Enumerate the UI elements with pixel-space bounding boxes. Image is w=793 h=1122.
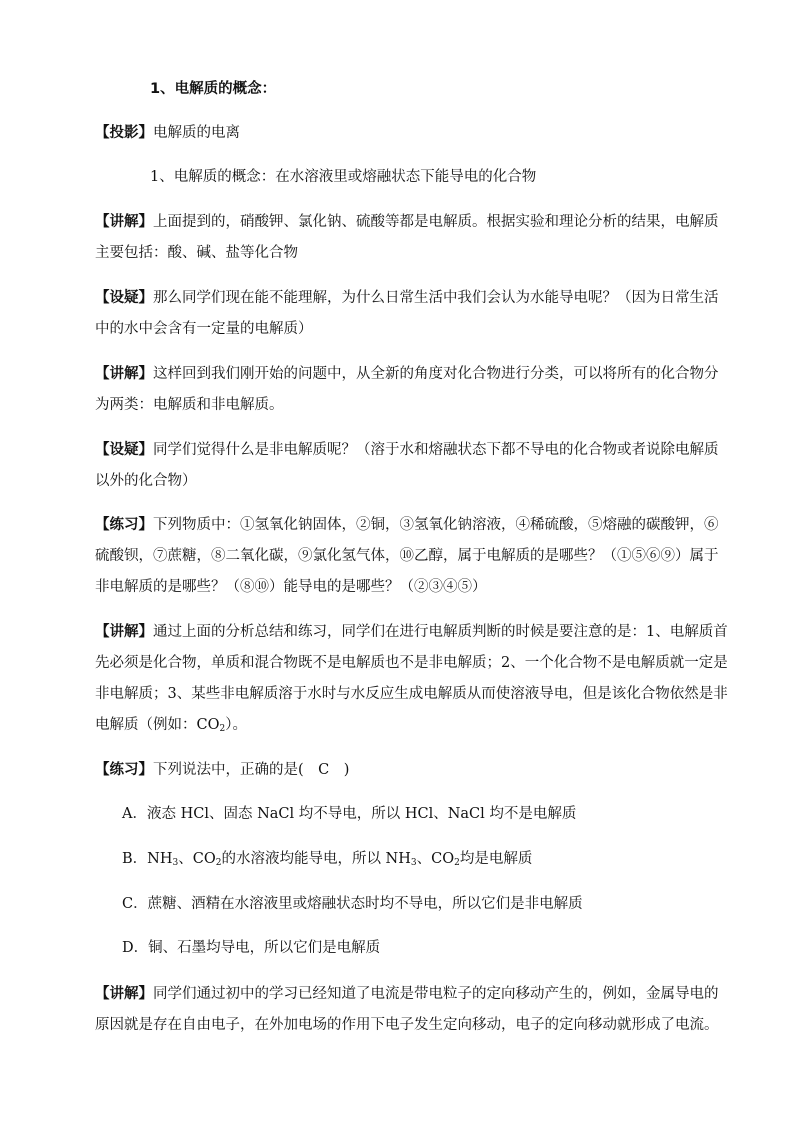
option-a: A．液态 HCl、固态 NaCl 均不导电，所以 HCl、NaCl 均不是电解质 <box>122 806 577 822</box>
explain-paragraph-3-line-3: 非电解质；3、某些非电解质溶于水时与水反应生成电解质从而使溶液导电，但是该化合物依然是非 <box>95 686 728 702</box>
subscript: 2 <box>219 724 226 734</box>
explain-paragraph-2-line-1 <box>95 364 719 384</box>
projection-paragraph <box>95 123 705 143</box>
explain-tag: 【讲解】 <box>95 986 153 1002</box>
explain-text: 这样回到我们刚开始的问题中，从全新的角度对化合物进行分类，可以将所有的化合物分 <box>153 366 719 382</box>
option-b-text: 的水溶液均能导电，所以 NH <box>221 851 411 867</box>
question-tag: 【设疑】 <box>95 290 153 306</box>
explain-tag: 【讲解】 <box>95 366 153 382</box>
exercise-tag: 【练习】 <box>95 517 153 533</box>
explain-text: ）。 <box>225 717 247 733</box>
question-paragraph-1-line-1 <box>95 288 719 308</box>
definition-line: 1、电解质的概念：在水溶液里或熔融状态下能导电的化合物 <box>150 169 537 185</box>
question-tag: 【设疑】 <box>95 442 153 458</box>
exercise-paragraph-1-line-1 <box>95 515 719 535</box>
explain-text: 通过上面的分析总结和练习，同学们在进行电解质判断的时候是要注意的是：1、电解质首 <box>153 624 728 640</box>
exercise-text: 下列物质中：①氢氧化钠固体，②铜，③氢氧化钠溶液，④稀硫酸，⑤熔融的碳酸钾，⑥ <box>153 517 719 533</box>
exercise-text: 下列说法中，正确的是( C ) <box>153 762 350 778</box>
explain-paragraph-1-line-1 <box>95 212 719 232</box>
option-d: D．铜、石墨均导电，所以它们是电解质 <box>122 940 381 956</box>
explain-text: 电解质（例如：CO <box>95 717 220 733</box>
subscript: 2 <box>454 858 460 868</box>
explain-text: 上面提到的，硝酸钾、氯化钠、硫酸等都是电解质。根据实验和理论分析的结果，电解质 <box>153 214 719 230</box>
subscript: 3 <box>172 858 179 868</box>
option-b-text: B．NH <box>122 851 173 867</box>
explain-tag: 【讲解】 <box>95 624 153 640</box>
option-b <box>122 849 732 869</box>
projection-tag: 【投影】 <box>95 125 153 141</box>
explain-paragraph-3-line-4 <box>95 715 705 735</box>
exercise-paragraph-2 <box>95 760 705 780</box>
question-paragraph-1-line-2: 中的水中会含有一定量的电解质） <box>95 321 313 337</box>
explain-tag: 【讲解】 <box>95 214 153 230</box>
explain-paragraph-4-line-1 <box>95 984 719 1004</box>
subscript: 2 <box>215 858 222 868</box>
explain-paragraph-3-line-2: 先必须是化合物，单质和混合物既不是电解质也不是非电解质；2、一个化合物不是电解质就一定是 <box>95 655 728 671</box>
exercise-paragraph-1-line-3: 非电解质的是哪些？（⑧⑩）能导电的是哪些？（②③④⑤） <box>95 579 487 595</box>
exercise-tag: 【练习】 <box>95 762 153 778</box>
option-c: C．蔗糖、酒精在水溶液里或熔融状态时均不导电，所以它们是非电解质 <box>122 896 583 912</box>
question-paragraph-2-line-2: 以外的化合物） <box>95 473 197 489</box>
option-b-text: 、CO <box>178 851 216 867</box>
exercise-paragraph-1-line-2: 硫酸钡，⑦蔗糖，⑧二氧化碳，⑨氯化氢气体，⑩乙醇，属于电解质的是哪些？（①⑤⑥⑨）属于 <box>95 548 719 564</box>
explain-text: 同学们通过初中的学习已经知道了电流是带电粒子的定向移动产生的，例如，金属导电的 <box>153 986 719 1002</box>
option-b-text: 、CO <box>416 851 455 867</box>
question-text: 同学们觉得什么是非电解质呢？（溶于水和熔融状态下都不导电的化合物或者说除电解质 <box>153 442 719 458</box>
option-b-text: 均是电解质 <box>459 851 533 867</box>
explain-paragraph-2-line-2: 为两类：电解质和非电解质。 <box>95 397 284 413</box>
subscript: 3 <box>410 858 417 868</box>
question-text: 那么同学们现在能不能理解，为什么日常生活中我们会认为水能导电呢？（因为日常生活 <box>153 290 719 306</box>
section-heading: 1、电解质的概念： <box>150 81 277 97</box>
question-paragraph-2-line-1 <box>95 440 719 460</box>
explain-paragraph-3-line-1 <box>95 622 728 642</box>
explain-paragraph-1-line-2: 主要包括：酸、碱、盐等化合物 <box>95 245 298 261</box>
projection-text: 电解质的电离 <box>153 125 240 141</box>
explain-paragraph-4-line-2: 原因就是存在自由电子，在外加电场的作用下电子发生定向移动，电子的定向移动就形成了电流。 <box>95 1017 719 1033</box>
